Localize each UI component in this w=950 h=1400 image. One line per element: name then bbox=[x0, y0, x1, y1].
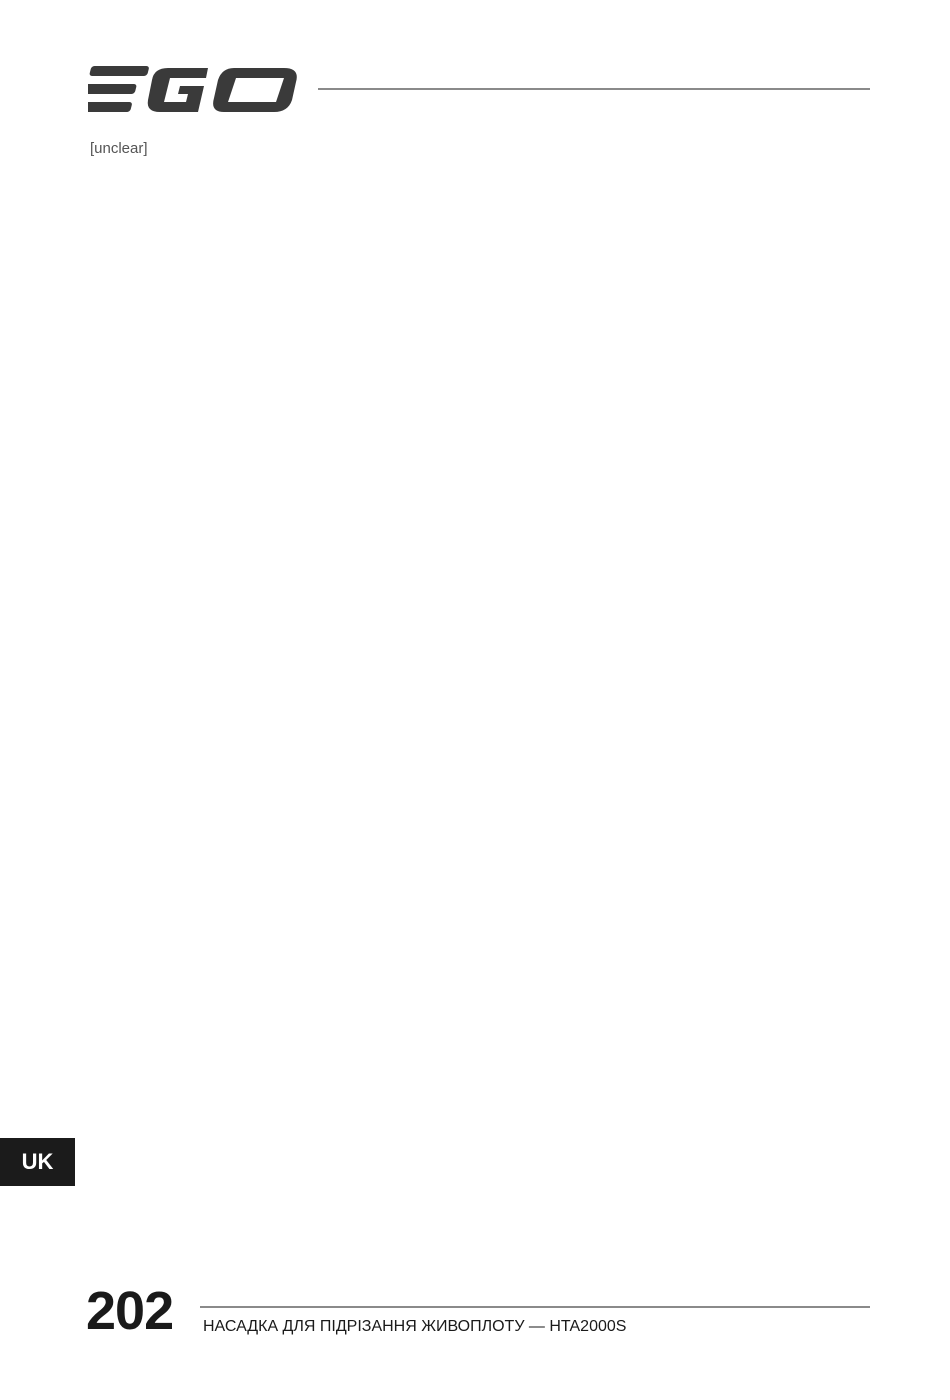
body-text: [unclear] bbox=[90, 140, 148, 157]
footer-rule bbox=[200, 1306, 870, 1308]
footer-title: НАСАДКА ДЛЯ ПІДРІЗАННЯ ЖИВОПЛОТУ — HTA2000S bbox=[203, 1318, 627, 1335]
language-tab: UK bbox=[0, 1138, 75, 1186]
ego-logo bbox=[88, 64, 300, 114]
page-number: 202 bbox=[86, 1281, 174, 1341]
header-rule bbox=[318, 88, 870, 90]
